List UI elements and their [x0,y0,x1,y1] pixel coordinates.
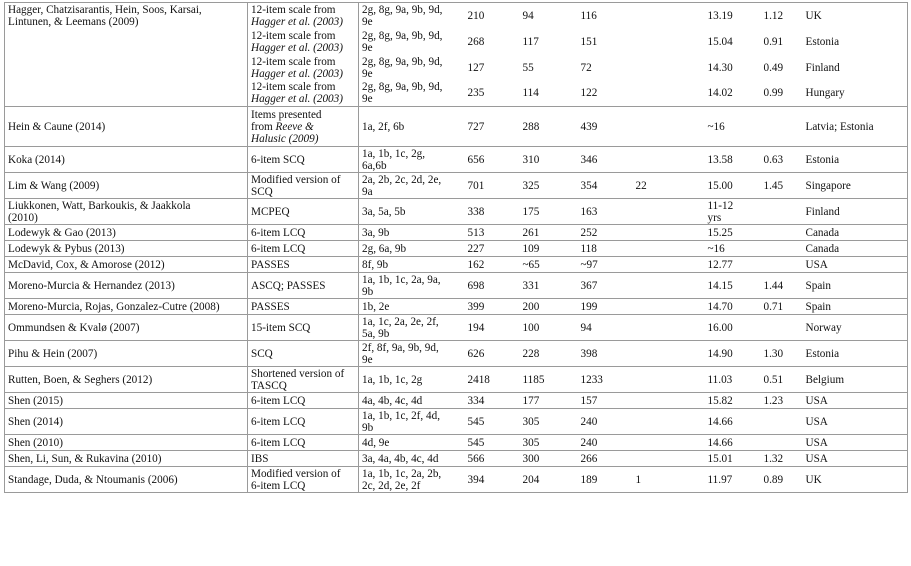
sample-size-cell: 394 [465,467,520,493]
items-cell: 2g, 6a, 9b [359,241,465,257]
sample-size-cell: 513 [465,225,520,241]
girls-count-cell: ~97 [578,257,633,273]
items-cell: 1b, 2e [359,299,465,315]
grade-cell [633,341,705,367]
age-sd-cell: 0.51 [761,367,803,393]
sample-size-cell: 656 [465,147,520,173]
items-cell: 2g, 8g, 9a, 9b, 9d, 9e [362,29,443,54]
study-cell: Standage, Duda, & Ntoumanis (2006) [5,467,248,493]
table-row [5,257,908,273]
grade-cell [633,3,705,29]
measure-cell: MCPEQ [248,199,359,225]
boys-count-cell: 100 [520,315,578,341]
table-row [5,341,908,367]
table-row [5,299,908,315]
mean-age-cell: 15.01 [705,451,761,467]
measure-cell: 12-item scale from Hagger et al. (2003) [248,55,359,81]
age-sd-cell [761,257,803,273]
boys-count-cell: 109 [520,241,578,257]
boys-count-cell: 325 [520,173,578,199]
study-cell [5,55,248,81]
mean-age-cell: 14.15 [705,273,761,299]
boys-count-cell: 114 [520,81,578,107]
mean-age-cell: 14.66 [705,409,761,435]
country-cell: USA [803,409,908,435]
study-cell: Lodewyk & Pybus (2013) [5,241,248,257]
mean-age-cell: 11.03 [705,367,761,393]
age-sd-cell: 0.91 [763,35,784,48]
sample-size-cell: 2418 [465,367,520,393]
country-cell: Hungary [803,81,908,107]
sample-size-cell: 162 [465,257,520,273]
grade-cell [633,257,705,273]
boys-count-cell: 300 [520,451,578,467]
country-cell: Finland [803,199,908,225]
country-cell: USA [803,257,908,273]
country-cell: UK [803,3,908,29]
country-cell: USA [803,435,908,451]
boys-count-cell: 204 [520,467,578,493]
sample-size-cell: 268 [467,35,485,48]
grade-cell: 22 [633,173,705,199]
mean-age-cell: 14.30 [707,61,733,74]
boys-count-cell: 200 [520,299,578,315]
items-cell: 2a, 2b, 2c, 2d, 2e, 9a [359,173,465,199]
table-row [5,467,908,493]
girls-count-cell: 199 [578,299,633,315]
study-cell: Shen (2014) [5,409,248,435]
grade-cell [633,107,705,147]
country-cell: USA [803,393,908,409]
country-cell: Canada [803,225,908,241]
mean-age-cell: 13.58 [705,147,761,173]
table-row [5,55,908,81]
items-cell: 4d, 9e [359,435,465,451]
boys-count-cell: 331 [520,273,578,299]
items-cell: 4a, 4b, 4c, 4d [359,393,465,409]
items-cell: 1a, 1c, 2a, 2e, 2f, 5a, 9b [359,315,465,341]
girls-count-cell: 116 [580,9,597,22]
table-row [5,315,908,341]
mean-age-cell: 13.19 [707,9,733,22]
grade-cell [633,451,705,467]
items-cell: 1a, 1b, 1c, 2a, 9a, 9b [359,273,465,299]
items-cell: 1a, 1b, 1c, 2g, 6a,6b [359,147,465,173]
table-row [5,81,908,107]
age-sd-cell: 1.45 [761,173,803,199]
girls-count-cell: 118 [578,241,633,257]
measure-cell: ASCQ; PASSES [248,273,359,299]
study-cell: Pihu & Hein (2007) [5,341,248,367]
items-cell: 2g, 8g, 9a, 9b, 9d, 9e [359,81,465,107]
girls-count-cell: 240 [578,435,633,451]
measure-cell: Items presented from Reeve & Halusic (2009) [248,107,359,147]
girls-count-cell: 252 [578,225,633,241]
sample-size-cell: 701 [465,173,520,199]
sample-size-cell: 545 [465,435,520,451]
country-cell: Spain [803,273,908,299]
girls-count-cell: 189 [578,467,633,493]
study-cell: Hagger, Chatzisarantis, Hein, Soos, Karsai, Lintunen, & Leemans (2009) [5,3,248,29]
measure-cell: 6-item LCQ [248,409,359,435]
country-cell: Canada [803,241,908,257]
boys-count-cell: 310 [520,147,578,173]
grade-cell [633,393,705,409]
table-row [5,107,908,147]
age-sd-cell [761,315,803,341]
items-cell: 3a, 9b [359,225,465,241]
mean-age-cell: 15.82 [705,393,761,409]
table-row [5,409,908,435]
girls-count-cell: 354 [578,173,633,199]
study-cell: Liukkonen, Watt, Barkoukis, & Jaakkola (2010) [5,199,248,225]
country-cell: Spain [803,299,908,315]
boys-count-cell: 305 [520,409,578,435]
measure-cell: 6-item LCQ [248,225,359,241]
boys-count-cell: 117 [522,35,539,48]
girls-count-cell: 367 [578,273,633,299]
sample-size-cell: 626 [465,341,520,367]
measure-cell: 6-item LCQ [248,393,359,409]
boys-count-cell: 1185 [520,367,578,393]
table-row [5,29,908,55]
table-row [5,273,908,299]
study-cell: Rutten, Boen, & Seghers (2012) [5,367,248,393]
grade-cell [633,435,705,451]
table-row [5,451,908,467]
sample-size-cell: 566 [465,451,520,467]
mean-age-cell: ~16 [705,241,761,257]
age-sd-cell [761,435,803,451]
grade-cell [633,273,705,299]
boys-count-cell: ~65 [520,257,578,273]
items-cell: 3a, 5a, 5b [359,199,465,225]
girls-count-cell: 398 [578,341,633,367]
girls-count-cell: 157 [578,393,633,409]
table-row [5,435,908,451]
measure-cell: SCQ [248,341,359,367]
studies-table [4,2,908,493]
study-cell: McDavid, Cox, & Amorose (2012) [5,257,248,273]
age-sd-cell: 0.63 [761,147,803,173]
study-cell: Moreno-Murcia & Hernandez (2013) [5,273,248,299]
age-sd-cell: 0.71 [761,299,803,315]
boys-count-cell: 288 [520,107,578,147]
country-cell: Estonia [803,341,908,367]
study-cell: Ommundsen & Kvalø (2007) [5,315,248,341]
measure-cell: Modified version of 6-item LCQ [248,467,359,493]
study-cell [5,81,248,107]
items-cell: 1a, 2f, 6b [359,107,465,147]
study-cell: Shen (2015) [5,393,248,409]
boys-count-cell: 261 [520,225,578,241]
country-cell: Norway [803,315,908,341]
country-cell: Estonia [803,147,908,173]
table-body [5,3,908,493]
items-cell: 1a, 1b, 1c, 2f, 4d, 9b [359,409,465,435]
measure-cell: 12-item scale from Hagger et al. (2003) [248,29,359,55]
age-sd-cell: 1.12 [763,9,784,22]
items-cell: 2g, 8g, 9a, 9b, 9d, 9e [362,3,443,28]
items-cell: 2f, 8f, 9a, 9b, 9d, 9e [359,341,465,367]
mean-age-cell: 14.70 [705,299,761,315]
items-cell: 1a, 1b, 1c, 2a, 2b, 2c, 2d, 2e, 2f [359,467,465,493]
measure-cell: 15-item SCQ [248,315,359,341]
age-sd-cell [761,107,803,147]
study-cell: Shen, Li, Sun, & Rukavina (2010) [5,451,248,467]
age-sd-cell: 1.44 [761,273,803,299]
table-row [5,173,908,199]
age-sd-cell: 1.23 [761,393,803,409]
measure-cell: 6-item SCQ [248,147,359,173]
table-row [5,367,908,393]
sample-size-cell: 127 [467,61,485,74]
age-sd-cell: 1.30 [761,341,803,367]
table-row [5,147,908,173]
mean-age-cell: 15.25 [705,225,761,241]
age-sd-cell: 0.89 [761,467,803,493]
table-row [5,393,908,409]
country-cell: Finland [803,55,908,81]
mean-age-cell: ~16 [705,107,761,147]
girls-count-cell: 163 [578,199,633,225]
items-cell: 1a, 1b, 1c, 2g [359,367,465,393]
grade-cell [633,199,705,225]
grade-cell [633,315,705,341]
girls-count-cell: 439 [578,107,633,147]
study-cell [5,29,248,55]
country-cell: Estonia [803,29,908,55]
girls-count-cell: 240 [578,409,633,435]
measure-cell: 12-item scale from Hagger et al. (2003) [248,81,359,107]
age-sd-cell [761,199,803,225]
grade-cell [633,241,705,257]
girls-count-cell: 266 [578,451,633,467]
sample-size-cell: 210 [467,9,485,22]
sample-size-cell: 227 [465,241,520,257]
measure-cell: 6-item LCQ [248,241,359,257]
age-sd-cell [761,409,803,435]
table-row [5,3,908,29]
boys-count-cell: 55 [522,61,534,74]
grade-cell: 1 [633,467,705,493]
country-cell: Belgium [803,367,908,393]
measure-cell: 6-item LCQ [248,435,359,451]
grade-cell [633,29,705,55]
mean-age-cell: 11-12 yrs [705,199,761,225]
grade-cell [633,81,705,107]
girls-count-cell: 1233 [578,367,633,393]
sample-size-cell: 235 [465,81,520,107]
boys-count-cell: 305 [520,435,578,451]
table-row [5,225,908,241]
measure-cell: Shortened version of TASCQ [248,367,359,393]
study-cell: Hein & Caune (2014) [5,107,248,147]
mean-age-cell: 14.90 [705,341,761,367]
boys-count-cell: 228 [520,341,578,367]
sample-size-cell: 194 [465,315,520,341]
grade-cell [633,409,705,435]
boys-count-cell: 177 [520,393,578,409]
boys-count-cell: 94 [522,9,534,22]
age-sd-cell: 0.49 [763,61,784,74]
table-row [5,199,908,225]
sample-size-cell: 338 [465,199,520,225]
measure-cell: Modified version of SCQ [248,173,359,199]
measure-cell: IBS [248,451,359,467]
study-cell: Shen (2010) [5,435,248,451]
measure-cell: 12-item scale from Hagger et al. (2003) [248,3,359,29]
study-cell: Lim & Wang (2009) [5,173,248,199]
age-sd-cell: 1.32 [761,451,803,467]
study-cell: Moreno-Murcia, Rojas, Gonzalez-Cutre (2008) [5,299,248,315]
mean-age-cell: 11.97 [705,467,761,493]
grade-cell [633,55,705,81]
mean-age-cell: 15.04 [707,35,733,48]
sample-size-cell: 334 [465,393,520,409]
mean-age-cell: 15.00 [705,173,761,199]
girls-count-cell: 122 [578,81,633,107]
table-row [5,241,908,257]
study-cell: Lodewyk & Gao (2013) [5,225,248,241]
sample-size-cell: 399 [465,299,520,315]
items-cell: 3a, 4a, 4b, 4c, 4d [359,451,465,467]
mean-age-cell: 14.66 [705,435,761,451]
grade-cell [633,367,705,393]
girls-count-cell: 94 [578,315,633,341]
items-cell: 8f, 9b [359,257,465,273]
items-cell: 2g, 8g, 9a, 9b, 9d, 9e [362,55,443,80]
country-cell: USA [803,451,908,467]
mean-age-cell: 16.00 [705,315,761,341]
girls-count-cell: 151 [580,35,598,48]
measure-cell: PASSES [248,257,359,273]
study-cell: Koka (2014) [5,147,248,173]
age-sd-cell [761,225,803,241]
boys-count-cell: 175 [520,199,578,225]
mean-age-cell: 14.02 [705,81,761,107]
country-cell: Latvia; Estonia [803,107,908,147]
age-sd-cell [761,241,803,257]
sample-size-cell: 698 [465,273,520,299]
grade-cell [633,147,705,173]
girls-count-cell: 72 [580,61,592,74]
measure-cell: PASSES [248,299,359,315]
grade-cell [633,299,705,315]
grade-cell [633,225,705,241]
sample-size-cell: 727 [465,107,520,147]
country-cell: Singapore [803,173,908,199]
country-cell: UK [803,467,908,493]
mean-age-cell: 12.77 [705,257,761,273]
sample-size-cell: 545 [465,409,520,435]
girls-count-cell: 346 [578,147,633,173]
age-sd-cell: 0.99 [761,81,803,107]
